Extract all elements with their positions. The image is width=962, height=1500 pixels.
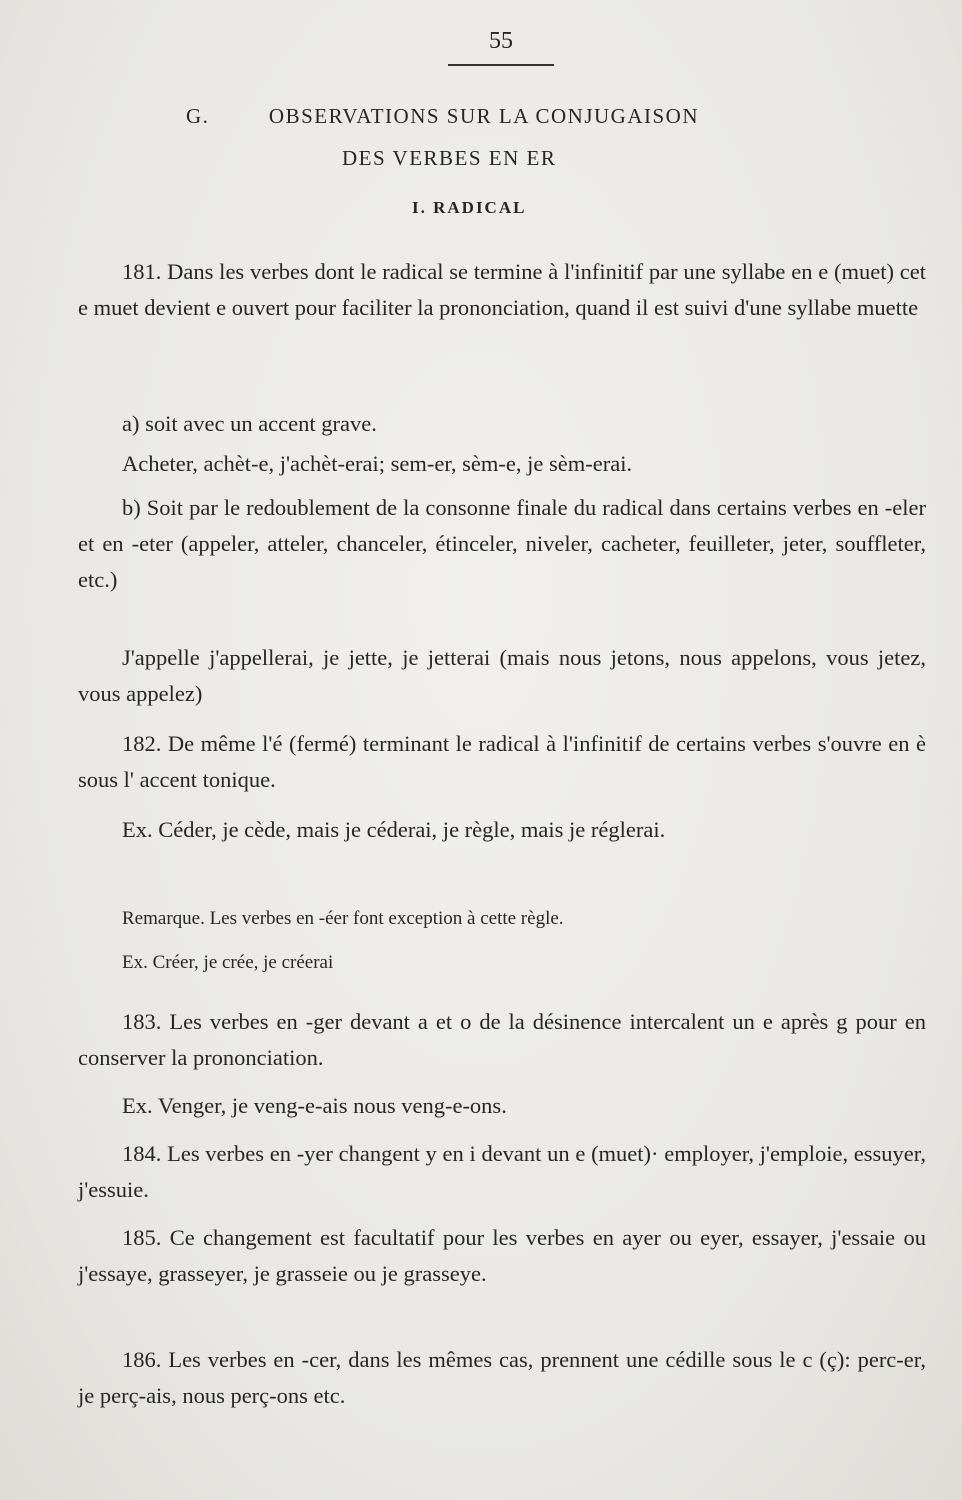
page-number: 55: [489, 28, 513, 54]
paragraph-182: 182. De même l'é (fermé) terminant le radical à l'infinitif de certains verbes s'ouvre en è sous l' accent tonique.: [78, 731, 926, 792]
remark: Remarque. Les verbes en -éer font exception à cette règle.: [122, 908, 564, 929]
paragraph-184: 184. Les verbes en -yer changent y en i devant un e (muet)· employer, j'emploie, essuyer, j'essuie.: [78, 1141, 926, 1202]
paragraph-186: 186. Les verbes en -cer, dans les mêmes cas, prennent une cédille sous le c (ç): perc-er, je perç-ais, nous perç-ons etc.: [78, 1347, 926, 1408]
heading-line-1: [186, 104, 699, 129]
paragraph-185: 185. Ce changement est facultatif pour les verbes en ayer ou eyer, essayer, j'essaie ou j'essaye, grasseyer, je grasseie ou je grasseye.: [78, 1225, 926, 1286]
heading-title-line-2: DES VERBES EN ER: [342, 146, 557, 170]
section-title: I. RADICAL: [412, 198, 527, 217]
page-number-rule: [448, 64, 554, 66]
heading-prefix: G.: [186, 104, 210, 128]
paragraph-181a: a) soit avec un accent grave.: [122, 411, 377, 436]
heading-title-line-1: OBSERVATIONS SUR LA CONJUGAISON: [268, 104, 699, 128]
paragraph-183: 183. Les verbes en -ger devant a et o de la désinence intercalent un e après g pour en conserver la prononciation.: [78, 1009, 926, 1070]
remark-example: Ex. Créer, je crée, je créerai: [122, 952, 334, 973]
example-182: Ex. Céder, je cède, mais je céderai, je règle, mais je réglerai.: [122, 817, 666, 842]
example-183: Ex. Venger, je veng-e-ais nous veng-e-ons.: [122, 1093, 507, 1118]
paragraph-181: 181. Dans les verbes dont le radical se termine à l'infinitif par une syllabe en e (muet) cet e muet devient e ouvert pour faciliter la prononciation, quand il est suivi d'une syllabe muette: [78, 259, 926, 320]
example-181b: J'appelle j'appellerai, je jette, je jetterai (mais nous jetons, nous appelons, vous jetez, vous appelez): [78, 645, 926, 706]
paragraph-181b: b) Soit par le redoublement de la consonne finale du radical dans certains verbes en -eler et en -eter (appeler, atteler, chanceler, étinceler, niveler, cacheter, feuilleter, jeter, souffleter, etc.): [78, 495, 926, 592]
example-181a: Acheter, achèt-e, j'achèt-erai; sem-er, sèm-e, je sèm-erai.: [122, 451, 633, 476]
